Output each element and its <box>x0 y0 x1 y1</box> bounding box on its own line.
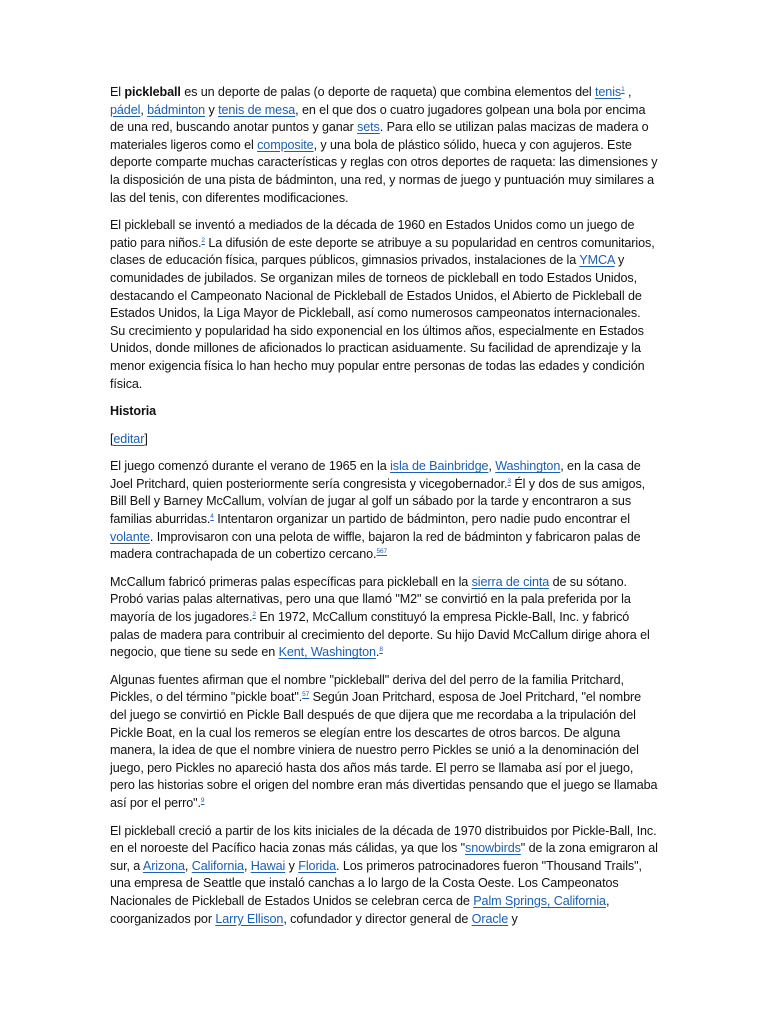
ref-2[interactable]: 2 <box>252 611 256 619</box>
section-heading-historia: Historia <box>110 404 157 419</box>
link-california[interactable]: California <box>191 858 244 873</box>
link-palm-springs-california[interactable]: Palm Springs, California <box>473 893 606 908</box>
text: Intentaron organizar un partido de bádminton, pero nadie pudo encontrar el <box>213 512 630 527</box>
history-paragraph-1 <box>110 458 658 564</box>
link-tenis[interactable]: tenis <box>595 85 622 99</box>
text: , en el que dos o cuatro jugadores golpean una bola por encima de una red, buscando anotar puntos y ganar <box>110 102 646 135</box>
link-tenis-de-mesa[interactable]: tenis de mesa <box>218 102 296 117</box>
link-isla-de-bainbridge[interactable]: isla de Bainbridge <box>390 459 489 474</box>
text: . Los primeros patrocinadores fueron "Thousand Trails", una empresa de Seattle que instaló canchas a lo largo de la Costa Oeste. Los Campeonatos Nacionales de Pickleball de Estados Unidos se celebran cerca de <box>110 858 642 908</box>
ref-2[interactable]: 2 <box>201 236 205 244</box>
ref-567[interactable]: 567 <box>376 548 387 556</box>
text: y <box>285 858 299 873</box>
bracket-open: [ <box>110 431 114 446</box>
ref-8[interactable]: 8 <box>379 646 383 654</box>
link-arizona[interactable]: Arizona <box>142 858 185 873</box>
text: El pickleball creció a partir de los kits iniciales de la década de 1970 distribuidos por Pickle-Ball, Inc. en el noroeste del Pacífico hacia zonas más cálidas, ya que los " <box>110 823 657 856</box>
link-hawai[interactable]: Hawai <box>250 858 286 873</box>
text: de su sótano. Probó varias palas alternativas, pero una que llamó "M2" se convirtió en la pala preferida por la mayoría de los jugadores. <box>110 574 631 625</box>
text: En 1972, McCallum constituyó la empresa Pickle-Ball, Inc. y fabricó palas de madera para contribuir al crecimiento del deporte. Su hijo David McCallum dirige ahora el negocio, que tiene su sede en <box>110 610 650 660</box>
link-composite[interactable]: composite <box>257 137 314 152</box>
link-kent-washington[interactable]: Kent, Washington <box>278 645 376 660</box>
text: El pickleball se inventó a mediados de la década de 1960 en Estados Unidos como un juego de patio para niños. <box>110 218 635 250</box>
history-paragraph-2 <box>110 574 658 662</box>
bracket-close: ] <box>144 431 148 446</box>
text: Algunas fuentes afirman que el nombre "pickleball" deriva del del perro de la familia Pritchard, Pickles, o del término "pickle boat". <box>110 672 624 705</box>
link-volante[interactable]: volante <box>110 529 150 544</box>
history-paragraph-3 <box>110 672 658 813</box>
link-sets[interactable]: sets <box>357 120 380 135</box>
link-snowbirds[interactable]: snowbirds <box>465 841 521 856</box>
ref-3[interactable]: 3 <box>507 477 511 485</box>
text: La difusión de este deporte se atribuye a su popularidad en centros comunitarios, clases de educación física, parques públicos, gimnasios privados, instalaciones de la <box>110 235 655 268</box>
ref-1[interactable]: 1 <box>621 86 625 93</box>
ref-9[interactable]: 9 <box>200 796 205 804</box>
text: " de la zona emigraron al sur, a <box>110 841 658 873</box>
text: , <box>624 85 632 99</box>
text: , coorganizados por <box>110 893 610 926</box>
link-padel[interactable]: pádel <box>110 102 141 117</box>
link-oracle[interactable]: Oracle <box>471 911 509 926</box>
link-badminton[interactable]: bádminton <box>147 102 206 117</box>
text: , en la casa de Joel Pritchard, quien posteriormente sería congresista y vicegobernador. <box>110 459 641 491</box>
text: y <box>508 911 518 926</box>
link-larry-ellison[interactable]: Larry Ellison <box>215 911 284 926</box>
text: El juego comenzó durante el verano de 1965 en la <box>110 459 391 474</box>
intro-paragraph <box>110 217 658 393</box>
text: , <box>184 858 192 873</box>
text: , <box>140 102 148 117</box>
text: El <box>110 85 125 99</box>
edit-link[interactable]: editar <box>113 431 145 446</box>
text: McCallum fabricó primeras palas específicas para pickleball en la <box>110 574 472 589</box>
lead-paragraph <box>110 84 658 207</box>
text: , cofundador y director general de <box>283 911 472 926</box>
link-sierra-de-cinta[interactable]: sierra de cinta <box>471 574 550 589</box>
term-bold: pickleball <box>124 85 181 99</box>
text: y comunidades de jubilados. Se organizan miles de torneos de pickleball en todo Estados Unidos, destacando el Campeonato Nacional de Pickleball de Estados Unidos, el Abierto de Pickleball de Estados Unidos, la Liga Mayor de Pickleball, así como numerosos campeonatos internacionales. Su crecimiento y popularidad ha sido exponencial en los últimos años, especialmente en Estados Unidos, donde millones de aficionados lo practican asiduamente. Su facilidad de aprendizaje y la menor exigencia física lo han hecho muy popular entre personas de todas las edades y condición física. <box>110 253 645 391</box>
article-body <box>110 84 658 938</box>
history-paragraph-4 <box>110 823 658 929</box>
text: Según Joan Pritchard, esposa de Joel Pritchard, "el nombre del juego se convirtió en Pickle Ball después de que dijera que me recordaba a la tripulación del Pickle Boat, en la cual los remeros se elegían entre los descartes de otros barcos. De alguna manera, la idea de que el nombre viniera de nuestro perro Pickles se unió a la denominación del juego, pero Pickles no apareció hasta dos años más tarde. El perro se llamaba así por el juego, pero las historias sobre el origen del nombre eran más divertidas pensando que el juego se llamaba así por el perro". <box>110 690 658 810</box>
ref-57[interactable]: 57 <box>302 691 310 699</box>
text: . Improvisaron con una pelota de wiffle, bajaron la red de bádminton y fabricaron palas de madera contrachapada de un cobertizo cercano. <box>110 529 641 562</box>
link-florida[interactable]: Florida <box>298 858 337 873</box>
edit-section <box>110 431 658 449</box>
text: y <box>205 102 219 117</box>
ref-4[interactable]: 4 <box>210 513 214 521</box>
text: Él y dos de sus amigos, Bill Bell y Barney McCallum, volvían de jugar al golf un sábado por la tarde y encontraron a sus familias aburridas. <box>110 476 646 527</box>
text: . <box>375 645 380 660</box>
link-ymca[interactable]: YMCA <box>579 253 615 268</box>
link-washington[interactable]: Washington <box>495 459 561 474</box>
text: . Para ello se utilizan palas macizas de madera o materiales ligeros como el <box>110 120 649 152</box>
text: , <box>488 459 496 474</box>
text: , <box>243 858 251 873</box>
text: , y una bola de plástico sólido, hueca y con agujeros. Este deporte comparte muchas características y reglas con otros deportes de raqueta: las dimensiones y la disposición de una pista de bádminton, una red, y normas de juego y puntuación muy similares a las del tenis, con diferentes modificaciones. <box>110 137 658 205</box>
text: es un deporte de palas (o deporte de raqueta) que combina elementos del <box>180 85 595 99</box>
